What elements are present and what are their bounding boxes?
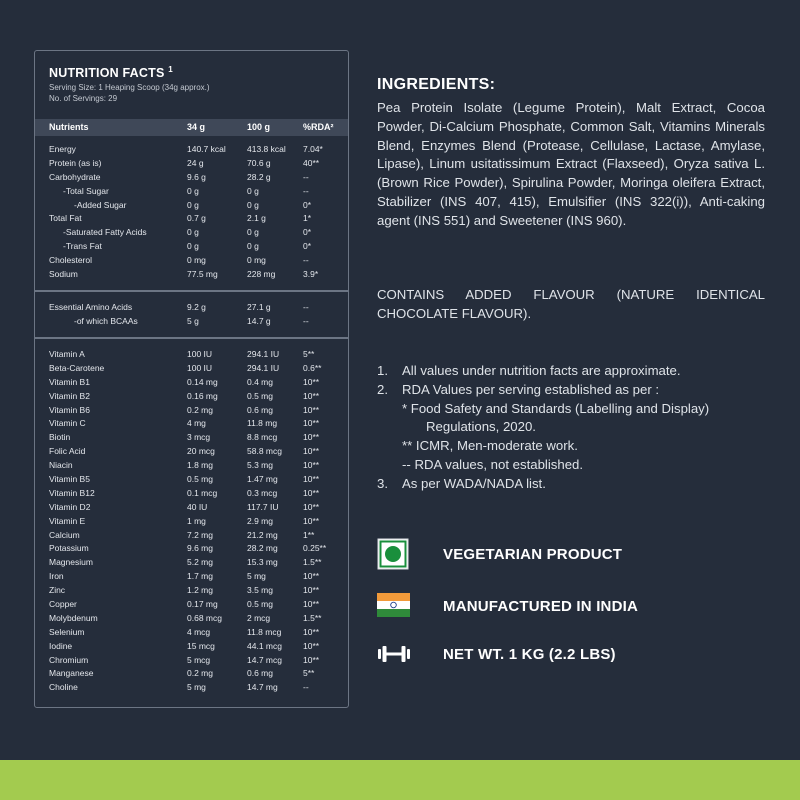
micronutrient-row xyxy=(35,612,348,626)
nutrient-name: Vitamin C xyxy=(49,418,86,429)
rda-value: 1.5** xyxy=(303,612,322,623)
per-serving-value: 5.2 mg xyxy=(187,557,213,568)
flavour-statement: CONTAINS ADDED FLAVOUR (NATURE IDENTICAL CHOCOLATE FLAVOUR). xyxy=(377,287,765,321)
nutrient-name: Carbohydrate xyxy=(49,171,101,182)
per-serving-value: 140.7 kcal xyxy=(187,144,226,154)
micronutrient-row xyxy=(35,584,348,598)
per-100g-value: 2 mcg xyxy=(247,612,271,623)
micronutrient-row xyxy=(35,390,348,404)
rda-value: 10** xyxy=(303,446,320,457)
per-serving-value: 77.5 mg xyxy=(187,269,218,280)
per-100g-value: 5.3 mg xyxy=(247,460,273,471)
per-100g-value: 294.1 IU xyxy=(247,362,280,373)
nutrient-name: Cholesterol xyxy=(49,255,92,266)
nutrient-name: Calcium xyxy=(49,529,80,540)
nutrient-name: Vitamin A xyxy=(49,349,85,359)
nutrient-name: Niacin xyxy=(49,460,73,471)
ingredients-text: Pea Protein Isolate (Legume Protein), Malt Extract, Cocoa Powder, Di-Calcium Phosphate, Common Salt, Vitamins Minerals Blend, Enzymes Blend (Protease, Cellulase, Lactase, Amylase, Lipase), Linum usitatissimum Extract (Flaxseed), Oryza sativa L. (Brown Rice Powder), Spirulina Powder, Moringa oleifera Extract, Stabilizer (INS 407, 415), Emulsifier (INS 322(i)), Anti-caking agent (INS 551) and Sweetener (INS 960). xyxy=(377,100,765,228)
note-2-fssai: * Food Safety and Standards (Labelling and Display) xyxy=(402,400,710,416)
per-100g-value: 8.8 mcg xyxy=(247,432,278,443)
note-2-fssai-cont: Regulations, 2020. xyxy=(426,419,536,435)
amino-acids-group xyxy=(35,301,348,329)
micronutrient-row xyxy=(35,681,348,695)
per-100g-value: 0.4 mg xyxy=(247,376,273,387)
per-serving-value: 3 mcg xyxy=(187,432,211,443)
per-serving-value: 0.14 mg xyxy=(187,376,218,387)
per-serving-value: 1.2 mg xyxy=(187,585,213,596)
per-100g-value: 14.7 mcg xyxy=(247,654,282,665)
per-serving-value: 0.2 mg xyxy=(187,404,213,415)
rda-value: 10** xyxy=(303,474,320,485)
per-100g-value: 0 g xyxy=(247,227,259,238)
per-serving-value: 0.2 mg xyxy=(187,668,213,679)
per-serving-value: 0.68 mcg xyxy=(187,612,222,623)
rda-value: 10** xyxy=(303,487,320,498)
per-serving-value: 24 g xyxy=(187,157,204,168)
rda-value: 10** xyxy=(303,571,320,582)
micronutrient-row xyxy=(35,515,348,529)
nutrient-name: Copper xyxy=(49,599,77,610)
micronutrient-row xyxy=(35,417,348,431)
micronutrient-row xyxy=(35,376,348,390)
micronutrient-row xyxy=(35,640,348,654)
macronutrient-row xyxy=(35,199,348,213)
per-100g-value: 70.6 g xyxy=(247,157,271,168)
per-100g-value: 3.5 mg xyxy=(247,585,273,596)
per-serving-value: 9.6 g xyxy=(187,171,206,182)
nutrient-name: Iron xyxy=(49,571,64,582)
vegetarian-label: VEGETARIAN PRODUCT xyxy=(443,546,623,563)
nutrient-name: Protein (as is) xyxy=(49,157,102,168)
rda-value: 0.25** xyxy=(303,543,327,554)
rda-value: 10** xyxy=(303,626,320,637)
nutrient-name: Vitamin B5 xyxy=(49,474,90,485)
note-text: All values under nutrition facts are approximate. xyxy=(402,363,681,378)
servings-count: No. of Servings: 29 xyxy=(49,93,118,103)
micronutrient-row xyxy=(35,362,348,376)
serving-size: Serving Size: 1 Heaping Scoop (34g approx.) xyxy=(49,83,210,93)
macronutrient-row xyxy=(35,143,348,157)
micronutrient-row xyxy=(35,654,348,668)
macronutrient-row xyxy=(35,212,348,226)
micronutrient-row xyxy=(35,445,348,459)
per-100g-value: 117.7 IU xyxy=(247,501,279,512)
per-serving-value: 100 IU xyxy=(187,349,213,359)
macronutrient-row xyxy=(35,268,348,282)
per-100g-value: 0.6 mg xyxy=(247,404,273,415)
footnotes xyxy=(377,362,765,494)
rda-value: 10** xyxy=(303,654,320,665)
nutrient-name: Choline xyxy=(49,682,78,693)
macronutrient-row xyxy=(35,226,348,240)
macronutrients-group xyxy=(35,143,348,282)
rda-value: 0* xyxy=(303,227,312,238)
nutrition-title-text: NUTRITION FACTS xyxy=(49,66,165,81)
nutrient-name: Sodium xyxy=(49,269,78,280)
note-2 xyxy=(377,381,765,400)
micronutrient-row xyxy=(35,348,348,362)
micronutrient-row xyxy=(35,556,348,570)
per-100g-value: 11.8 mcg xyxy=(247,626,282,637)
per-serving-value: 0 g xyxy=(187,227,199,238)
vegetarian-badge xyxy=(377,538,765,570)
nutrient-name: Vitamin B12 xyxy=(49,487,95,498)
micronutrient-row xyxy=(35,431,348,445)
per-100g-value: 0.5 mg xyxy=(247,390,273,401)
rda-value: 40** xyxy=(303,157,320,168)
per-serving-value: 9.2 g xyxy=(187,302,206,312)
rda-value: -- xyxy=(303,302,309,312)
micronutrient-row xyxy=(35,626,348,640)
nutrient-name: -Total Sugar xyxy=(63,185,109,196)
rda-value: 10** xyxy=(303,599,320,610)
per-serving-value: 0.16 mg xyxy=(187,390,218,401)
rda-value: 5** xyxy=(303,668,315,679)
nutrient-name: Iodine xyxy=(49,640,73,651)
per-serving-value: 5 g xyxy=(187,315,199,326)
header-100g: 100 g xyxy=(247,122,271,132)
micronutrient-row xyxy=(35,529,348,543)
per-serving-value: 7.2 mg xyxy=(187,529,213,540)
note-number: 2. xyxy=(377,381,388,397)
note-number: 1. xyxy=(377,363,388,378)
divider xyxy=(35,337,348,339)
per-100g-value: 28.2 g xyxy=(247,171,271,182)
nutrient-name: Vitamin E xyxy=(49,515,86,526)
per-serving-value: 100 IU xyxy=(187,362,213,373)
micronutrient-row xyxy=(35,598,348,612)
rda-value: 1** xyxy=(303,529,315,540)
per-100g-value: 1.47 mg xyxy=(247,474,278,485)
rda-value: -- xyxy=(303,255,309,266)
per-serving-value: 15 mcg xyxy=(187,640,215,651)
rda-value: 10** xyxy=(303,501,320,512)
dumbbell-icon xyxy=(377,638,411,670)
per-100g-value: 0.6 mg xyxy=(247,668,273,679)
micronutrient-row xyxy=(35,487,348,501)
nutrient-name: Essential Amino Acids xyxy=(49,302,133,312)
per-serving-value: 0 mg xyxy=(187,255,206,266)
note-1 xyxy=(377,362,765,381)
per-100g-value: 58.8 mcg xyxy=(247,446,282,457)
amino-acid-row xyxy=(35,315,348,329)
micronutrient-row xyxy=(35,501,348,515)
per-100g-value: 14.7 g xyxy=(247,315,271,326)
rda-value: 10** xyxy=(303,640,320,651)
nutrient-name: -of which BCAAs xyxy=(74,315,138,326)
rda-value: 10** xyxy=(303,515,320,526)
nutrient-name: Potassium xyxy=(49,543,89,554)
rda-value: 3.9* xyxy=(303,269,319,280)
per-serving-value: 0 g xyxy=(187,241,199,252)
nutrient-name: Energy xyxy=(49,144,76,154)
ingredients-title: INGREDIENTS: xyxy=(377,76,496,93)
rda-value: 10** xyxy=(303,418,320,429)
per-100g-value: 2.1 g xyxy=(247,213,266,224)
per-100g-value: 15.3 mg xyxy=(247,557,278,568)
macronutrient-row xyxy=(35,254,348,268)
per-serving-value: 4 mg xyxy=(187,418,206,429)
per-100g-value: 0 g xyxy=(247,199,259,210)
micronutrient-row xyxy=(35,473,348,487)
per-serving-value: 1 mg xyxy=(187,515,206,526)
nutrient-name: Total Fat xyxy=(49,213,82,224)
nutrient-name: Magnesium xyxy=(49,557,93,568)
per-serving-value: 0 g xyxy=(187,199,199,210)
india-flag-icon xyxy=(377,590,411,622)
divider xyxy=(35,290,348,292)
note-3 xyxy=(377,475,765,494)
macronutrient-row xyxy=(35,171,348,185)
rda-value: -- xyxy=(303,185,309,196)
net-weight-badge xyxy=(377,638,765,670)
rda-value: -- xyxy=(303,315,309,326)
rda-value: -- xyxy=(303,171,309,182)
per-100g-value: 0.3 mcg xyxy=(247,487,278,498)
micronutrient-row xyxy=(35,542,348,556)
per-serving-value: 40 IU xyxy=(187,501,208,512)
rda-value: 10** xyxy=(303,585,320,596)
header-serving: 34 g xyxy=(187,122,206,132)
rda-value: 1* xyxy=(303,213,312,224)
made-in-india-label: MANUFACTURED IN INDIA xyxy=(443,598,639,615)
nutrient-name: Molybdenum xyxy=(49,612,98,623)
macronutrient-row xyxy=(35,185,348,199)
nutrition-facts-title xyxy=(49,65,334,80)
amino-acid-row xyxy=(35,301,348,315)
per-serving-value: 1.8 mg xyxy=(187,460,213,471)
note-number: 3. xyxy=(377,475,388,491)
nutrition-title-footnote: 1 xyxy=(168,65,173,74)
net-weight-label: NET WT. 1 KG (2.2 LBS) xyxy=(443,646,616,663)
per-100g-value: 27.1 g xyxy=(247,302,271,312)
rda-value: 10** xyxy=(303,376,320,387)
per-100g-value: 28.2 mg xyxy=(247,543,278,554)
nutrient-name: Zinc xyxy=(49,585,66,596)
per-serving-value: 20 mcg xyxy=(187,446,215,457)
macronutrient-row xyxy=(35,157,348,171)
per-serving-value: 0.7 g xyxy=(187,213,206,224)
nutrition-table-header xyxy=(35,119,348,136)
per-100g-value: 0 mg xyxy=(247,255,266,266)
micronutrient-row xyxy=(35,404,348,418)
per-serving-value: 1.7 mg xyxy=(187,571,213,582)
nutrient-name: Selenium xyxy=(49,626,85,637)
nutrient-name: Vitamin B2 xyxy=(49,390,90,401)
nutrient-name: Vitamin B1 xyxy=(49,376,90,387)
per-100g-value: 413.8 kcal xyxy=(247,144,286,154)
nutrient-name: Folic Acid xyxy=(49,446,86,457)
per-100g-value: 2.9 mg xyxy=(247,515,273,526)
per-serving-value: 9.6 mg xyxy=(187,543,213,554)
nutrition-facts-header xyxy=(35,51,348,107)
note-text: RDA Values per serving established as per : xyxy=(402,381,660,397)
rda-value: 10** xyxy=(303,390,320,401)
micronutrient-row xyxy=(35,570,348,584)
per-serving-value: 5 mcg xyxy=(187,654,211,665)
per-100g-value: 228 mg xyxy=(247,269,276,280)
per-100g-value: 14.7 mg xyxy=(247,682,278,693)
per-serving-value: 0.1 mcg xyxy=(187,487,218,498)
note-text: As per WADA/NADA list. xyxy=(402,475,546,491)
micronutrient-row xyxy=(35,667,348,681)
per-100g-value: 21.2 mg xyxy=(247,529,278,540)
rda-value: 0* xyxy=(303,199,312,210)
per-100g-value: 0.5 mg xyxy=(247,599,273,610)
micronutrient-row xyxy=(35,459,348,473)
rda-value: -- xyxy=(303,682,309,693)
made-in-india-badge xyxy=(377,590,765,622)
micronutrients-group xyxy=(35,348,348,695)
nutrient-name: -Added Sugar xyxy=(74,199,127,210)
macronutrient-row xyxy=(35,240,348,254)
rda-value: 1.5** xyxy=(303,557,322,568)
rda-value: 10** xyxy=(303,432,320,443)
per-serving-value: 0 g xyxy=(187,185,199,196)
vegetarian-mark-icon xyxy=(377,538,411,570)
per-serving-value: 0.5 mg xyxy=(187,474,213,485)
rda-value: 5** xyxy=(303,349,315,359)
note-2-not-established: -- RDA values, not established. xyxy=(402,456,584,472)
header-nutrients: Nutrients xyxy=(49,122,89,132)
per-100g-value: 0 g xyxy=(247,241,259,252)
per-100g-value: 5 mg xyxy=(247,571,266,582)
nutrient-name: Vitamin B6 xyxy=(49,404,90,415)
per-serving-value: 5 mg xyxy=(187,682,206,693)
per-serving-value: 0.17 mg xyxy=(187,599,218,610)
nutrient-name: Manganese xyxy=(49,668,94,679)
per-100g-value: 0 g xyxy=(247,185,259,196)
nutrient-name: -Saturated Fatty Acids xyxy=(63,227,147,238)
nutrient-name: -Trans Fat xyxy=(63,241,102,252)
nutrient-name: Biotin xyxy=(49,432,71,443)
per-100g-value: 294.1 IU xyxy=(247,349,280,359)
nutrient-name: Chromium xyxy=(49,654,89,665)
bottom-accent-bar xyxy=(0,760,800,800)
rda-value: 0.6** xyxy=(303,362,322,373)
rda-value: 0* xyxy=(303,241,312,252)
per-serving-value: 4 mcg xyxy=(187,626,211,637)
rda-value: 10** xyxy=(303,460,320,471)
header-rda: %RDA² xyxy=(303,122,334,132)
nutrient-name: Vitamin D2 xyxy=(49,501,91,512)
nutrition-facts-panel xyxy=(34,50,349,708)
note-2-icmr: ** ICMR, Men-moderate work. xyxy=(402,438,578,454)
nutrient-name: Beta-Carotene xyxy=(49,362,105,373)
per-100g-value: 11.8 mg xyxy=(247,418,278,429)
per-100g-value: 44.1 mcg xyxy=(247,640,282,651)
rda-value: 10** xyxy=(303,404,320,415)
rda-value: 7.04* xyxy=(303,144,323,154)
